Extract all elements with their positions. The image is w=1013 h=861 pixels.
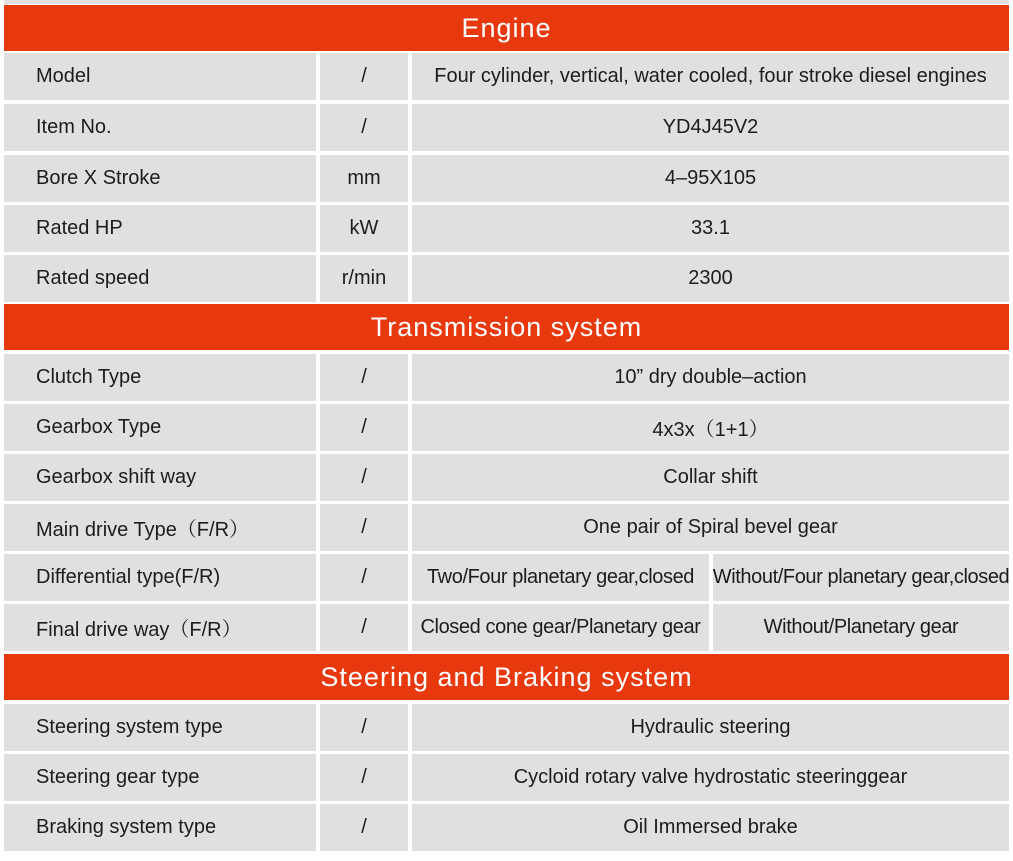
table-row [4,454,1009,501]
param-value: Cycloid rotary valve hydrostatic steeringgear [412,754,1009,801]
param-value-rear: Without/Four planetary gear,closed [713,554,1009,601]
param-value: Hydraulic steering [412,704,1009,751]
table-row [4,155,1009,202]
param-unit: / [320,354,408,401]
param-value-front: Two/Four planetary gear,closed [412,554,709,601]
param-name: Steering system type [4,704,316,751]
param-name: Final drive way（F/R） [4,604,316,651]
param-value: One pair of Spiral bevel gear [412,504,1009,551]
param-unit: / [320,404,408,451]
param-value: 4–95X105 [412,155,1009,202]
param-name: Main drive Type（F/R） [4,504,316,551]
table-row [4,504,1009,551]
param-value: YD4J45V2 [412,104,1009,151]
section-header-engine: Engine [4,5,1009,51]
table-row [4,53,1009,100]
param-name: Rated HP [4,205,316,252]
param-unit: / [320,754,408,801]
section-header-steering-braking: Steering and Braking system [4,654,1009,700]
param-name: Gearbox shift way [4,454,316,501]
param-name: Item No. [4,104,316,151]
param-value: 2300 [412,255,1009,302]
table-row [4,754,1009,801]
param-unit: mm [320,155,408,202]
param-unit: / [320,554,408,601]
param-unit: / [320,604,408,651]
param-value-front: Closed cone gear/Planetary gear [412,604,709,651]
param-name: Steering gear type [4,754,316,801]
param-name: Differential type(F/R) [4,554,316,601]
param-unit: / [320,104,408,151]
table-row [4,104,1009,151]
table-row [4,604,1009,651]
param-name: Rated speed [4,255,316,302]
param-unit: / [320,704,408,751]
top-strip [4,0,1009,4]
param-unit: kW [320,205,408,252]
table-row [4,804,1009,851]
param-value: Four cylinder, vertical, water cooled, four stroke diesel engines [412,53,1009,100]
param-value: 4x3x（1+1） [412,404,1009,451]
param-value: 10” dry double–action [412,354,1009,401]
param-unit: / [320,454,408,501]
table-row [4,704,1009,751]
param-name: Model [4,53,316,100]
section-header-transmission: Transmission system [4,304,1009,350]
param-name: Gearbox Type [4,404,316,451]
param-value: Oil Immersed brake [412,804,1009,851]
table-row [4,205,1009,252]
table-row [4,354,1009,401]
table-row [4,554,1009,601]
param-unit: / [320,804,408,851]
param-value: 33.1 [412,205,1009,252]
param-unit: r/min [320,255,408,302]
param-unit: / [320,504,408,551]
table-row [4,255,1009,302]
param-name: Bore X Stroke [4,155,316,202]
table-row [4,404,1009,451]
param-value-rear: Without/Planetary gear [713,604,1009,651]
param-value: Collar shift [412,454,1009,501]
param-unit: / [320,53,408,100]
param-name: Braking system type [4,804,316,851]
param-name: Clutch Type [4,354,316,401]
